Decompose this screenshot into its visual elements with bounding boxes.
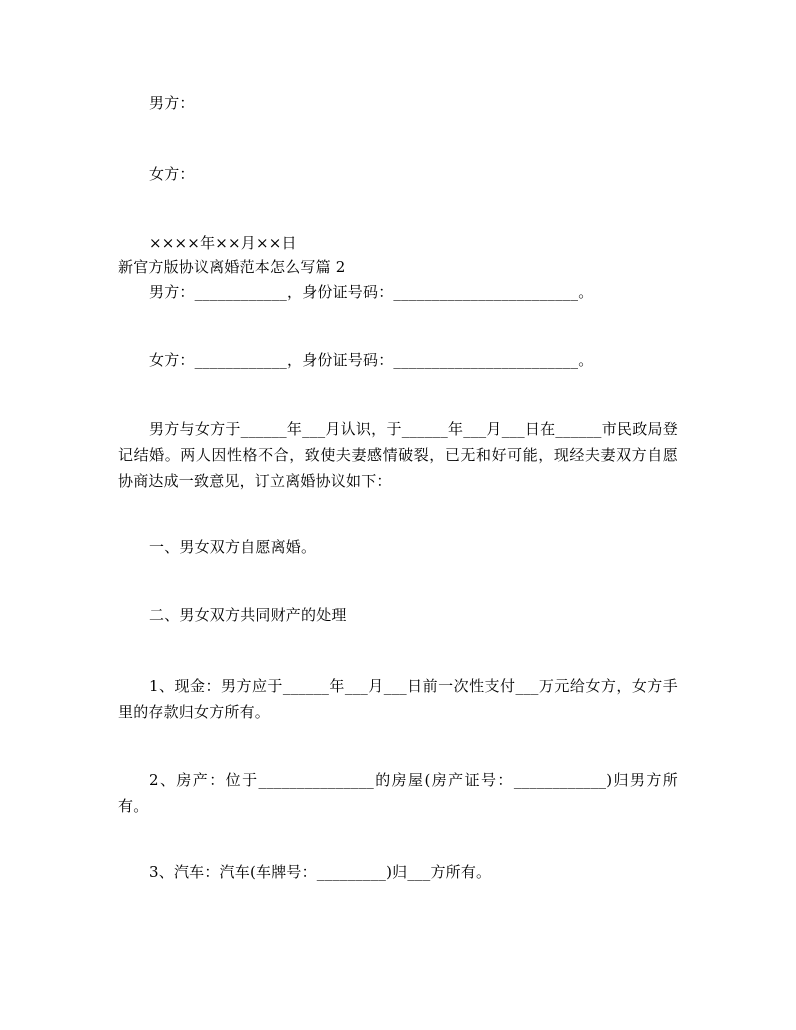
clause-house: 2、房产：位于_______________的房屋(房产证号：____________)归男方所有。 xyxy=(118,771,678,815)
female-id-line: 女方：____________，身份证号码：________________________。 xyxy=(149,351,594,369)
male-signature-label: 男方： xyxy=(149,94,195,112)
clause-1: 一、男女双方自愿离婚。 xyxy=(149,538,317,556)
clause-2: 二、男女双方共同财产的处理 xyxy=(149,606,347,624)
intro-paragraph: 男方与女方于______年___月认识，于______年___月___日在______市民政局登记结婚。两人因性格不合，致使夫妻感情破裂，已无和好可能，现经夫妻双方自愿协商达成一致意见，订立离婚协议如下： xyxy=(118,420,678,490)
section-heading: 新官方版协议离婚范本怎么写篇 2 xyxy=(118,258,346,276)
clause-cash: 1、现金：男方应于______年___月___日前一次性支付___万元给女方，女方手里的存款归女方所有。 xyxy=(118,677,678,721)
clause-car: 3、汽车：汽车(车牌号：_________)归___方所有。 xyxy=(149,863,492,881)
female-signature-label: 女方： xyxy=(149,165,195,183)
male-id-line: 男方：____________，身份证号码：________________________。 xyxy=(149,283,594,301)
date-line: ××××年××月××日 xyxy=(149,234,297,252)
